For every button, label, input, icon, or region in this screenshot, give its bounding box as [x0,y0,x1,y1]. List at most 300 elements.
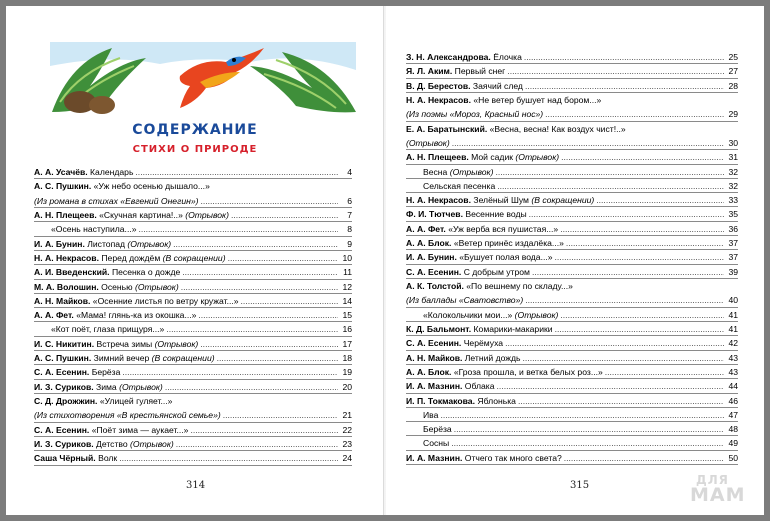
entry-page: 23 [342,438,352,449]
toc-entry [34,408,352,422]
entry-author: И. С. Никитин. [34,338,95,349]
entry-note: (В сокращении) [160,252,226,263]
entry-note: (Отрывок) [125,238,172,249]
entry-note: (В сокращении) [528,195,595,206]
entry-title: Берёза [423,424,452,435]
toc-entry [406,165,738,179]
entry-page: 27 [728,66,738,77]
entry-page: 50 [728,452,738,463]
entry-page: 36 [728,223,738,234]
toc-entry [34,265,352,279]
dot-leader [122,365,338,379]
dot-leader [181,280,338,294]
toc-entry [34,165,352,179]
toc-list-right [406,50,738,465]
entry-author: А. И. Введенский. [34,267,110,278]
entry-author: А. К. Толстой. [406,281,464,291]
right-page [386,6,764,515]
entry-title: Облака [462,381,495,392]
entry-title: Осенью [98,281,133,292]
entry-page: 35 [728,209,738,220]
entry-title: Ива [423,409,439,420]
entry-title: Комарики-макарики [471,323,553,334]
entry-title: С добрым утром [461,266,530,277]
dot-leader [561,150,724,164]
dot-leader [555,322,724,336]
toc-entry [406,451,738,465]
entry-text [406,250,553,264]
entry-author: В. Д. Берестов. [406,80,471,91]
entry-text [406,436,449,450]
toc-entry [406,122,738,136]
entry-text [406,107,543,121]
entry-author: К. Д. Бальмонт. [406,323,472,334]
entry-page: 18 [342,353,352,364]
entry-page: 7 [347,209,352,220]
dot-leader [497,379,724,393]
toc-entry [406,365,738,379]
entry-title: Летний дождь [462,352,521,363]
entry-title: Сосны [423,438,450,449]
entry-page: 9 [347,238,352,249]
entry-title: Волк [95,453,118,464]
toc-entry [406,93,738,107]
dot-leader [545,107,724,121]
entry-page: 30 [728,137,738,148]
entry-note: (Из поэмы «Мороз, Красный нос») [406,109,544,120]
toc-entry [34,423,352,437]
entry-note: (Отрывок) [152,338,199,349]
toc-entry [406,179,738,193]
entry-page: 33 [728,195,738,206]
toc-entry [34,280,352,294]
entry-author: А. Н. Плещеев. [34,209,97,220]
entry-author: М. А. Волошин. [34,281,99,292]
entry-text [34,165,133,179]
dot-leader [198,308,338,322]
entry-text [406,336,503,350]
entry-text [406,122,626,136]
entry-author: С. А. Есенин. [406,266,462,277]
toc-entry [406,436,738,450]
dot-leader [451,436,724,450]
entry-title: Весенние воды [462,209,527,220]
toc-entry [34,237,352,251]
entry-page: 12 [342,281,352,292]
toc-entry [406,64,738,78]
entry-text [406,451,562,465]
dot-leader [605,365,724,379]
entry-text [34,451,117,465]
entry-page: 21 [342,410,352,421]
entry-page: 17 [342,338,352,349]
dot-leader [200,337,338,351]
dot-leader [228,251,338,265]
toc-entry [406,79,738,93]
dot-leader [165,380,338,394]
entry-page: 4 [347,167,352,177]
dot-leader [525,293,724,307]
entry-title: Мой садик [468,152,514,163]
entry-text [406,150,559,164]
entry-title: Зима [93,381,117,392]
entry-author: С. А. Есенин. [34,424,90,435]
entry-title: Черёмуха [461,338,504,349]
entry-page: 28 [728,80,738,91]
entry-note: (Отрывок) [132,281,179,292]
dot-leader [495,165,724,179]
entry-author: С. А. Есенин. [406,338,462,349]
toc-entry [34,208,352,222]
entry-page: 41 [728,323,738,334]
entry-page: 25 [728,52,738,62]
toc-entry [34,222,352,236]
entry-text [34,394,172,408]
entry-author: А. А. Усачёв. [34,167,88,177]
entry-title: Календарь [87,167,134,177]
entry-note: (Отрывок) [116,381,163,392]
entry-page: 14 [342,295,352,306]
entry-text [34,408,221,422]
toc-entry [34,337,352,351]
entry-text [406,207,527,221]
entry-page: 41 [728,309,738,320]
entry-text [34,251,226,265]
entry-text [406,279,573,293]
entry-author: И. А. Бунин. [34,238,85,249]
entry-note: (В сокращении) [149,353,215,364]
entry-note: (Отрывок) [127,438,174,449]
entry-author: З. Н. Александрова. [406,52,491,62]
entry-page: 11 [343,267,352,278]
dot-leader [454,422,724,436]
toc-entry [406,379,738,393]
entry-page: 48 [728,424,738,435]
toc-entry [34,308,352,322]
dot-leader [440,408,724,422]
toc-entry [406,336,738,350]
entry-author: Е. А. Баратынский. [406,123,488,134]
entry-text [406,322,553,336]
entry-page: 6 [347,195,352,206]
entry-title: Перед дождём [98,252,161,263]
entry-author: А. Н. Плещеев. [406,152,469,163]
entry-page: 46 [728,395,738,406]
entry-title: «Скучная картина!..» [96,209,183,220]
toc-entry [34,251,352,265]
contents-title: СОДЕРЖАНИЕ [132,122,258,138]
entry-title: «Осенние листья по ветру кружат...» [90,295,239,306]
dot-leader [555,250,724,264]
dot-leader [119,451,338,465]
entry-note: (Из баллады «Сватовство») [406,295,524,306]
entry-page: 47 [728,409,738,420]
entry-page: 15 [342,310,352,321]
toc-entry [34,194,352,208]
entry-title: «Осень наступила...» [51,224,137,235]
toc-entry [34,179,352,193]
toc-entry [406,136,738,150]
parrot-illustration [50,42,356,116]
entry-title: «Кот поёт, глаза прищуря...» [51,324,165,335]
entry-text [406,408,438,422]
toc-entry [34,380,352,394]
toc-entry [34,394,352,408]
dot-leader [564,451,724,465]
dot-leader [139,222,339,236]
entry-page: 37 [728,238,738,249]
entry-text [406,50,522,64]
dot-leader [182,265,338,279]
entry-text [406,165,493,179]
entry-title: Берёза [89,367,121,378]
toc-entry [406,422,738,436]
entry-title: Детство [93,438,128,449]
entry-text [406,79,523,93]
watermark [690,474,746,505]
dot-leader [135,165,338,179]
entry-title: «По вешнему по складу...» [463,281,573,291]
toc-entry [406,351,738,365]
entry-text [34,380,163,394]
entry-text [34,222,137,236]
entry-title: «Поёт зима — аукает...» [89,424,189,435]
dot-leader [518,394,724,408]
entry-page: 10 [342,252,352,263]
dot-leader [524,50,724,64]
entry-author: А. Н. Майков. [34,295,91,306]
page-number-right: 315 [570,480,590,491]
entry-title: «Мама! глянь-ка из окошка...» [73,310,197,321]
toc-entry [406,107,738,121]
entry-text [406,64,505,78]
entry-author: Н. А. Некрасов. [406,94,471,105]
entry-note: (Из романа в стихах «Евгений Онегин») [34,195,199,206]
entry-text [406,293,523,307]
entry-text [34,280,179,294]
toc-entry [406,236,738,250]
entry-page: 32 [728,180,738,191]
entry-title: «Весна, весна! Как воздух чист!..» [487,123,626,134]
entry-page: 31 [728,152,738,163]
entry-page: 29 [728,109,738,120]
entry-text [34,179,210,193]
toc-entry [406,193,738,207]
entry-note: (Отрывок) [182,209,229,220]
entry-title: «Не ветер бушует над бором...» [470,94,602,105]
toc-entry [406,207,738,221]
entry-text [406,193,594,207]
entry-title: Сельская песенка [423,180,496,191]
entry-text [406,351,521,365]
toc-entry [406,50,738,64]
entry-page: 44 [728,381,738,392]
entry-author: А. А. Фет. [34,310,74,321]
entry-author: И. З. Суриков. [34,381,94,392]
entry-author: Ф. И. Тютчев. [406,209,463,220]
entry-title: «Ветер принёс издалёка...» [451,238,564,249]
entry-author: И. А. Бунин. [406,252,457,263]
toc-entry [406,322,738,336]
entry-page: 16 [342,324,352,335]
entry-note: (Отрывок) [447,166,494,177]
toc-entry [34,322,352,336]
toc-entry [406,250,738,264]
entry-page: 37 [728,252,738,263]
dot-leader [505,336,724,350]
toc-entry [406,408,738,422]
entry-page: 8 [347,224,352,235]
dot-leader [452,136,724,150]
entry-page: 20 [342,381,352,392]
entry-title: Яблонька [474,395,516,406]
toc-entry [34,365,352,379]
entry-author: И. З. Суриков. [34,438,94,449]
dot-leader [166,322,338,336]
entry-text [406,136,450,150]
entry-title: Песенка о дожде [109,267,181,278]
dot-leader [173,237,338,251]
entry-text [34,237,171,251]
entry-title: «Уж небо осенью дышало...» [91,181,210,192]
entry-text [34,308,196,322]
entry-text [406,265,530,279]
entry-author: А. Н. Майков. [406,352,463,363]
dot-leader [223,408,338,422]
entry-author: И. П. Токмакова. [406,395,475,406]
entry-title: Встреча зимы [94,338,153,349]
entry-text [406,394,516,408]
entry-author: А. А. Фет. [406,223,446,234]
entry-text [406,222,558,236]
entry-text [34,208,229,222]
toc-entry [406,279,738,293]
dot-leader [241,294,338,308]
entry-title: Весна [423,166,448,177]
toc-entry [34,294,352,308]
entry-note: (Отрывок) [406,137,450,148]
entry-text [406,422,452,436]
dot-leader [529,207,724,221]
entry-page: 40 [728,295,738,306]
entry-author: Н. А. Некрасов. [34,252,99,263]
dot-leader [566,236,724,250]
entry-text [34,351,215,365]
entry-title: Отчего так много света? [462,452,562,463]
entry-title: Листопад [84,238,126,249]
dot-leader [190,423,338,437]
toc-entry [406,308,738,322]
section-heading: СТИХИ О ПРИРОДЕ [132,144,258,155]
dot-leader [497,179,724,193]
entry-page: 22 [342,424,352,435]
entry-page: 39 [728,266,738,277]
toc-entry [406,150,738,164]
entry-text [34,437,174,451]
toc-entry [34,351,352,365]
left-page [6,6,384,515]
entry-title: Ёлочка [490,52,522,62]
watermark-line2: МАМ [690,484,746,506]
entry-text [34,423,188,437]
entry-title: «Гроза прошла, и ветка белых роз...» [451,366,603,377]
entry-note: (Отрывок) [513,152,560,163]
toc-entry [406,222,738,236]
entry-page: 19 [342,367,352,378]
entry-text [406,179,495,193]
entry-text [406,93,601,107]
watermark-line1: ДЛЯ [696,473,729,487]
entry-author: С. А. Есенин. [34,367,90,378]
entry-author: И. А. Мазнин. [406,452,463,463]
entry-page: 42 [728,338,738,349]
toc-entry [34,451,352,465]
dot-leader [532,265,724,279]
dot-leader [560,308,724,322]
toc-entry [406,394,738,408]
dot-leader [176,437,338,451]
toc-list-left [34,165,352,466]
dot-leader [231,208,338,222]
entry-author: Саша Чёрный. [34,453,96,464]
toc-entry [406,293,738,307]
entry-author: А. С. Пушкин. [34,353,92,364]
entry-page: 24 [342,453,352,464]
entry-page: 49 [728,438,738,449]
dot-leader [200,194,338,208]
dot-leader [507,64,724,78]
entry-title: «Уж верба вся пушистая...» [445,223,559,234]
entry-title: Зимний вечер [91,353,150,364]
entry-text [34,294,239,308]
entry-text [406,308,558,322]
dot-leader [525,79,724,93]
entry-note: (Отрывок) [512,309,559,320]
dot-leader [523,351,724,365]
toc-entry [406,265,738,279]
entry-author: А. С. Пушкин. [34,181,92,192]
entry-text [34,322,164,336]
entry-title: «Колокольчики мои...» [423,309,513,320]
toc-entry [34,437,352,451]
dot-leader [217,351,338,365]
entry-text [34,337,198,351]
entry-text [34,365,120,379]
entry-text [406,379,495,393]
page-number-left: 314 [186,480,206,491]
entry-title: Заячий след [470,80,523,91]
entry-text [34,194,198,208]
entry-title: «Улицей гуляет...» [97,396,173,406]
entry-page: 43 [728,352,738,363]
entry-author: А. А. Блок. [406,366,452,377]
entry-author: Я. Л. Аким. [406,66,453,77]
dot-leader [596,193,724,207]
entry-text [406,365,603,379]
entry-page: 32 [728,166,738,177]
entry-note: (Из стихотворения «В крестьянской семье») [34,410,221,421]
entry-author: А. А. Блок. [406,238,452,249]
entry-page: 43 [728,366,738,377]
entry-author: Н. А. Некрасов. [406,195,471,206]
entry-title: «Бушует полая вода...» [456,252,553,263]
entry-author: И. А. Мазнин. [406,381,463,392]
entry-title: Первый снег [452,66,506,77]
dot-leader [560,222,724,236]
entry-author: С. Д. Дрожжин. [34,396,98,406]
entry-title: Зелёный Шум [470,195,529,206]
entry-text [406,236,564,250]
